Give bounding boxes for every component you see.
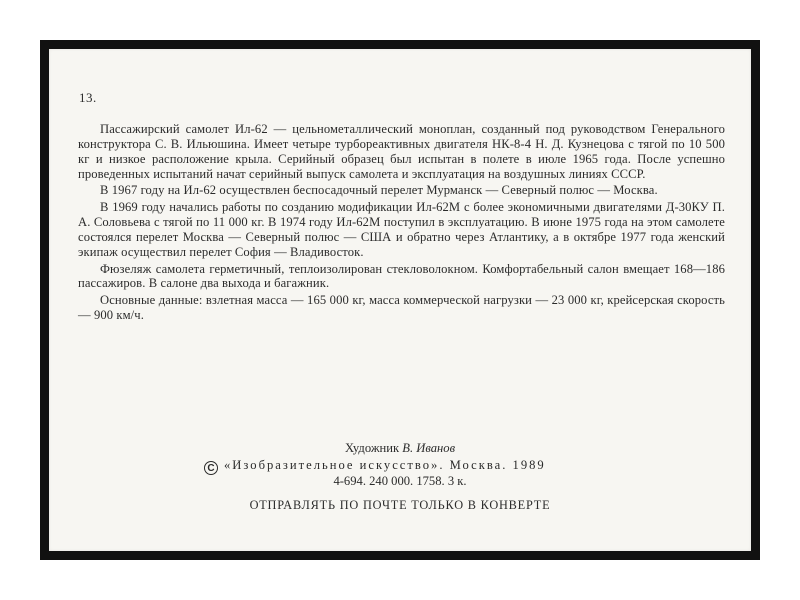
artist-label: Художник (344, 441, 400, 455)
paragraph-history: Пассажирский самолет Ил-62 — цельнометаллический моноплан, созданный под руководством Генерального конструктора С. В. Ильюшина. Имеет четыре турбореактивных двигателя НК-8-4 Н. Д. Кузнецова с тягой по 10 500 кг и низкое расположение крыла. Серийный образец был испытан в полете в июле 1965 года. После успешно проведенных испытаний начат серийный выпуск самолета и эксплуатация на воздушных линиях СССР. (78, 122, 725, 181)
page-number: 13. (79, 90, 97, 105)
publisher-line (200, 458, 604, 475)
paragraph-1967-flight: В 1967 году на Ил-62 осуществлен беспосадочный перелет Мурманск — Северный полюс — Москва. (100, 183, 658, 198)
paragraph-specs: Основные данные: взлетная масса — 165 000 кг, масса коммерческой нагрузки — 23 000 кг, крейсерская скорость — 900 км/ч. (78, 293, 725, 323)
description-text (78, 122, 725, 323)
copyright-icon: C (204, 461, 218, 475)
artist-credit (0, 441, 800, 456)
publisher-name: «Изобразительное искусство». Москва. 1989 (224, 458, 546, 472)
paragraph-il62m: В 1969 году начались работы по созданию модификации Ил-62М с более экономичными двигателями Д-30КУ П. А. Соловьева с тягой по 11 000 кг. В 1974 году Ил-62М поступил в эксплуатацию. В июне 1975 года на этом самолете состоялся перелет Москва — Северный полюс — США и обратно через Атлантику, а в октябре 1977 года женский экипаж осуществил перелет София — Владивосток. (78, 200, 725, 259)
artist-name: В. Иванов (402, 441, 456, 455)
order-code: 4-694. 240 000. 1758. 3 к. (333, 474, 467, 488)
paragraph-fuselage: Фюзеляж самолета герметичный, теплоизолирован стекловолокном. Комфортабельный салон вмещает 168—186 пассажиров. В салоне два выхода и багажник. (78, 261, 725, 291)
mail-note: ОТПРАВЛЯТЬ ПО ПОЧТЕ ТОЛЬКО В КОНВЕРТЕ (249, 498, 551, 512)
